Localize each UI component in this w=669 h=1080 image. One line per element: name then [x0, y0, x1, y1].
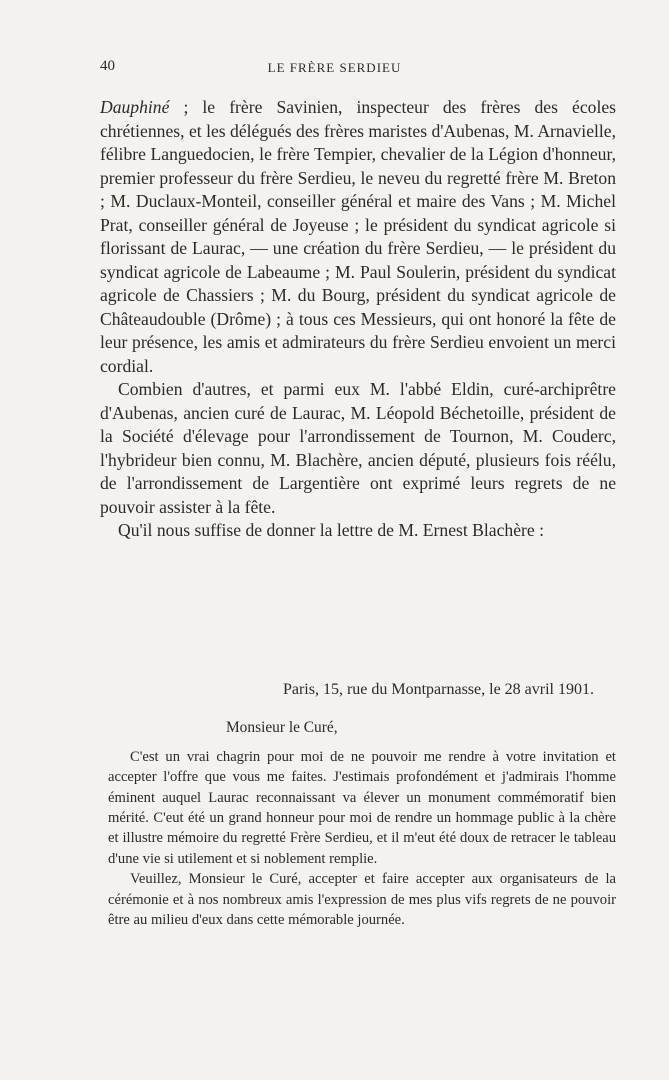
page-header: [100, 56, 569, 80]
page-number: 40: [100, 58, 115, 74]
letter: [108, 680, 616, 930]
body-paragraph: Dauphiné ; le frère Savinien, inspecteur des frères des écoles chrétiennes, et les délégués des frères maristes d'Aubenas, M. Arnavielle, félibre Languedocien, le frère Tempier, chevalier de la Légion d'honneur, premier professeur du frère Serdieu, le neveu du regretté frère M. Breton ; M. Duclaux-Monteil, conseiller général et maire des Vans ; M. Michel Prat, conseiller général de Joyeuse ; le président du syndicat agricole si florissant de Laurac, — une création du frère Serdieu, — le président du syndicat agricole de Labeaume ; M. Paul Soulerin, président du syndicat agricole de Chassiers ; M. du Bourg, président du syndicat agricole de Châteaudouble (Drôme) ; à tous ces Messieurs, qui ont honoré la fête de leur présence, les amis et admirateurs du frère Serdieu envoient un merci cordial.: [100, 97, 616, 376]
running-title: LE FRÈRE SERDIEU: [267, 60, 402, 75]
letter-paragraph: C'est un vrai chagrin pour moi de ne pouvoir me rendre à votre invitation et accepter l'offre que vous me faites. J'estimais profondément et j'admirais l'homme éminent auquel Laurac reconnaissant va élever un monument commémoratif bien mérité. C'eut été un grand honneur pour moi de rendre un hommage public à la chère et illustre mémoire du regretté Frère Serdieu, et il m'eut été doux de retracer le tableau d'une vie si utilement et si noblement remplie.: [108, 748, 616, 867]
letter-salutation: Monsieur le Curé,: [226, 719, 338, 737]
letter-paragraph: Veuillez, Monsieur le Curé, accepter et faire accepter aux organisateurs de la cérémonie et à nos nombreux amis l'expression de mes plus vifs regrets de ne pouvoir être au milieu d'eux dans cette mémorable journée.: [108, 871, 616, 929]
body-text: [100, 96, 616, 543]
body-paragraph: Qu'il nous suffise de donner la lettre de M. Ernest Blachère :: [118, 520, 544, 540]
letter-dateline: Paris, 15, rue du Montparnasse, le 28 avril 1901.: [282, 681, 594, 698]
body-paragraph: Combien d'autres, et parmi eux M. l'abbé Eldin, curé-archiprêtre d'Aubenas, ancien curé de Laurac, M. Léopold Béchetoille, président de la Société d'élevage pour l'arrondissement de Tournon, M. Couderc, l'hybrideur bien connu, M. Blachère, ancien député, plusieurs fois réélu, de l'arrondissement de Largentière ont exprimé leurs regrets de ne pouvoir assister à la fête.: [100, 379, 616, 517]
